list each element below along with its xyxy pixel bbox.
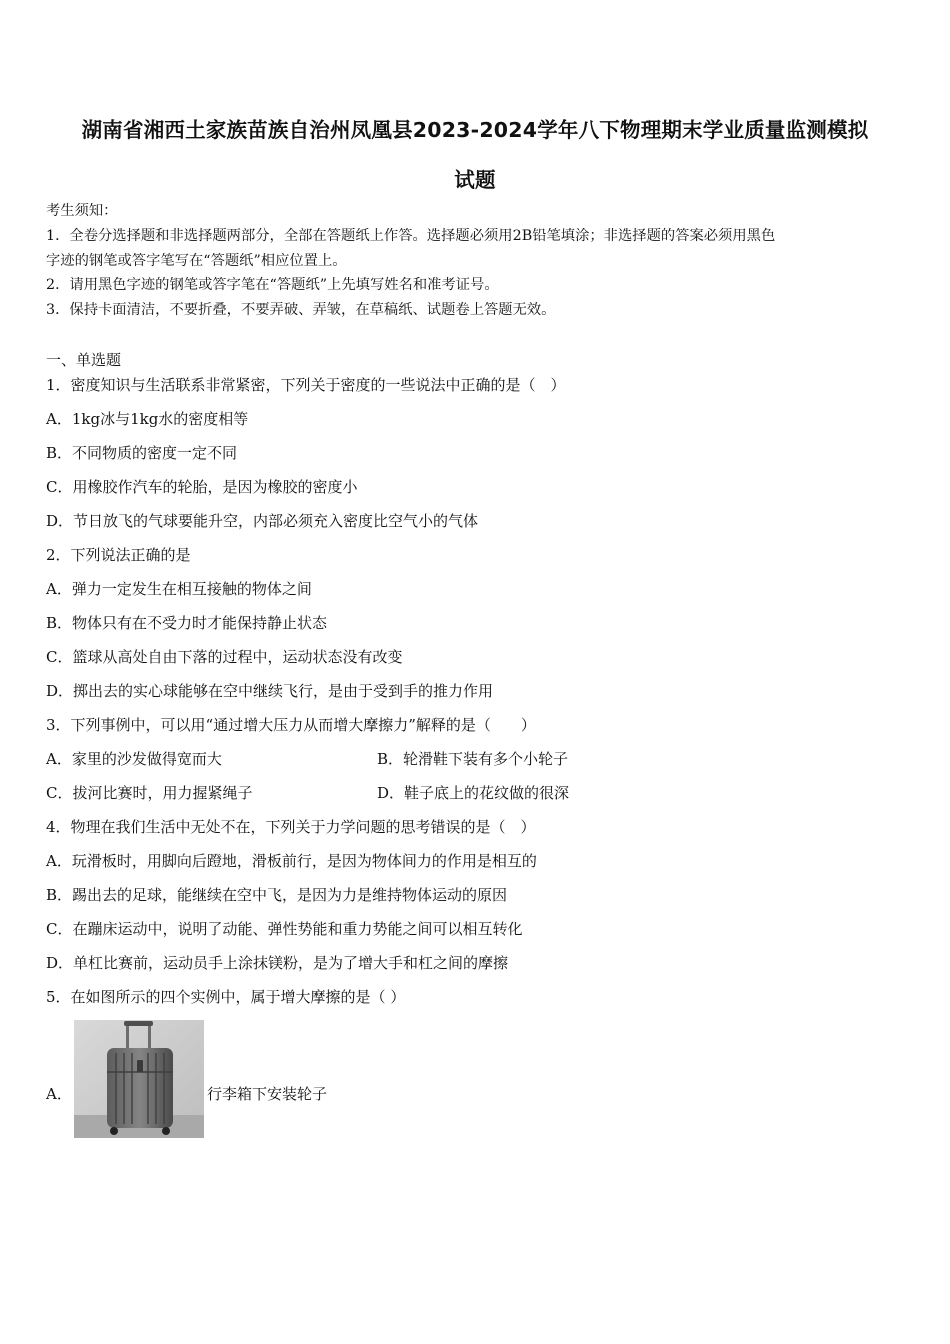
option-a-label: A． [46,1085,72,1103]
notice-item: 字迹的钢笔或答字笔写在“答题纸”相应位置上。 [46,253,347,269]
question-stem: 2．下列说法正确的是 [46,546,191,564]
section-heading: 一、单选题 [46,351,122,369]
option-b: B．不同物质的密度一定不同 [46,444,238,462]
option-b: B．物体只有在不受力时才能保持静止状态 [46,614,328,632]
question-stem: 3．下列事例中，可以用“通过增大压力从而增大摩擦力”解释的是（ ） [46,716,536,734]
option-c: C．篮球从高处自由下落的过程中，运动状态没有改变 [46,648,403,666]
option-c: C．用橡胶作汽车的轮胎，是因为橡胶的密度小 [46,478,358,496]
question-stem: 1．密度知识与生活联系非常紧密，下列关于密度的一些说法中正确的是（ ） [46,376,566,394]
notice-heading: 考生须知： [46,203,118,219]
option-b: B．轮滑鞋下装有多个小轮子 [377,750,569,768]
notice-item: 2．请用黑色字迹的钢笔或答字笔在“答题纸”上先填写姓名和准考证号。 [46,277,499,293]
option-d: D．掷出去的实心球能够在空中继续飞行，是由于受到手的推力作用 [46,682,494,700]
option-a-caption: 行李箱下安装轮子 [207,1085,328,1103]
option-c: C．在蹦床运动中，说明了动能、弹性势能和重力势能之间可以相互转化 [46,920,523,938]
option-a: A．1kg冰与1kg水的密度相等 [46,410,249,428]
question-stem: 4．物理在我们生活中无处不在，下列关于力学问题的思考错误的是（ ） [46,818,536,836]
option-a: A．弹力一定发生在相互接触的物体之间 [46,580,312,598]
notice-item: 1．全卷分选择题和非选择题两部分，全部在答题纸上作答。选择题必须用2B铅笔填涂；非选择题的答案必须用黑色 [46,228,776,244]
option-b: B．踢出去的足球，能继续在空中飞，是因为力是维持物体运动的原因 [46,886,508,904]
question-stem: 5．在如图所示的四个实例中，属于增大摩擦的是（ ） [46,988,406,1006]
luggage-image [74,1020,204,1138]
exam-title-line2: 试题 [454,168,496,192]
option-a: A．家里的沙发做得宽而大 [46,750,222,768]
option-d: D．单杠比赛前，运动员手上涂抹镁粉，是为了增大手和杠之间的摩擦 [46,954,509,972]
option-d: D．节日放飞的气球要能升空，内部必须充入密度比空气小的气体 [46,512,479,530]
notice-item: 3．保持卡面清洁，不要折叠，不要弄破、弄皱，在草稿纸、试题卷上答题无效。 [46,302,556,318]
exam-title-line1: 湖南省湘西土家族苗族自治州凤凰县2023-2024学年八下物理期末学业质量监测模拟 [81,118,869,142]
option-a: A．玩滑板时，用脚向后蹬地，滑板前行，是因为物体间力的作用是相互的 [46,852,537,870]
option-c: C．拔河比赛时，用力握紧绳子 [46,784,253,802]
option-d: D．鞋子底上的花纹做的很深 [377,784,570,802]
